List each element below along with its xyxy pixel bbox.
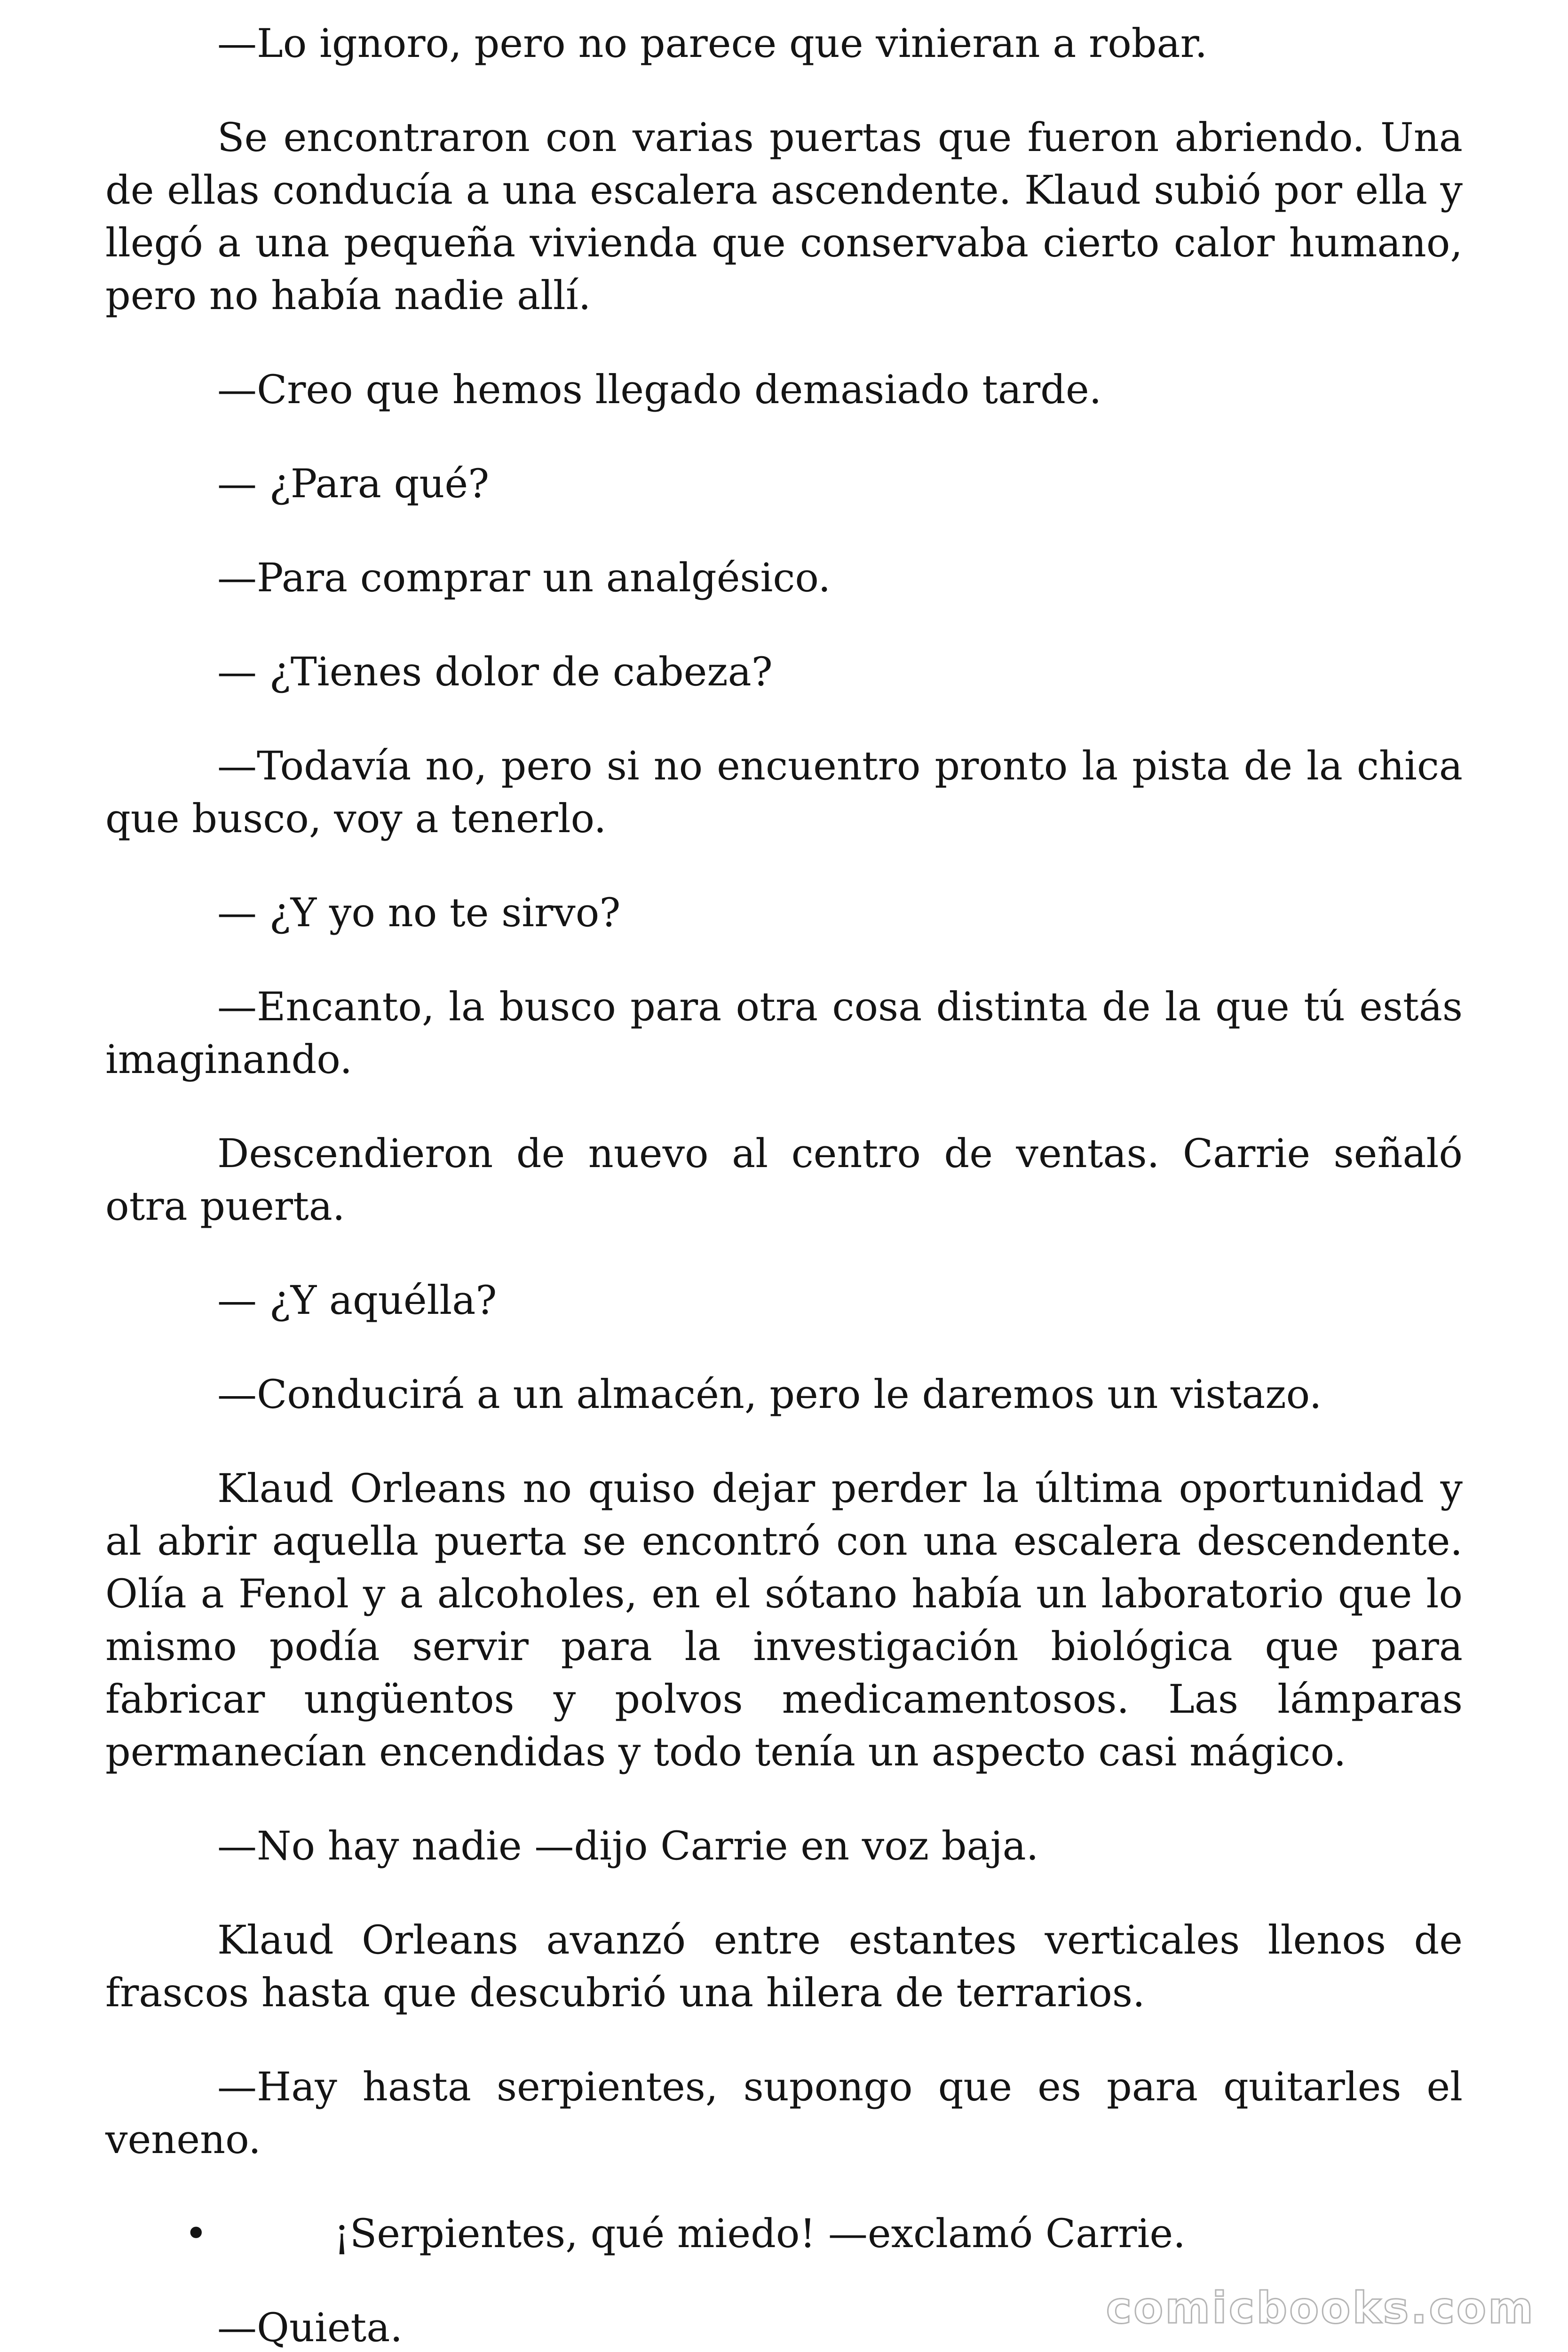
paragraph-4: — ¿Para qué?	[217, 461, 490, 507]
paragraph-8: — ¿Y yo no te sirvo?	[217, 890, 621, 936]
paragraph-6: — ¿Tienes dolor de cabeza?	[217, 649, 773, 695]
paragraph-5: —Para comprar un analgésico.	[217, 555, 831, 601]
paragraph-18: —Quieta.	[217, 2304, 403, 2351]
watermark-logo: comicbooks.com	[1106, 2283, 1535, 2333]
paragraph-17-bulleted	[105, 2207, 1463, 2260]
paragraph-1: —Lo ignoro, pero no parece que vinieran a robar.	[217, 20, 1208, 66]
paragraph-9: —Encanto, la busco para otra cosa distinta de la que tú estás imaginando.	[105, 984, 1463, 1082]
paragraph-14: —No hay nadie —dijo Carrie en voz baja.	[217, 1823, 1039, 1869]
bullet-icon: •	[184, 2210, 208, 2257]
paragraph-11: — ¿Y aquélla?	[217, 1277, 497, 1323]
paragraph-7: —Todavía no, pero si no encuentro pronto la pista de la chica que busco, voy a tenerlo.	[105, 743, 1463, 842]
paragraph-17-text: ¡Serpientes, qué miedo! —exclamó Carrie.	[334, 2210, 1186, 2257]
paragraph-15: Klaud Orleans avanzó entre estantes verticales llenos de frascos hasta que descubrió una hilera de terrarios.	[105, 1917, 1463, 2016]
body-text	[105, 17, 1463, 2352]
paragraph-3: —Creo que hemos llegado demasiado tarde.	[217, 366, 1102, 413]
paragraph-10: Descendieron de nuevo al centro de ventas. Carrie señaló otra puerta.	[105, 1130, 1463, 1229]
paragraph-13: Klaud Orleans no quiso dejar perder la última oportunidad y al abrir aquella puerta se encontró con una escalera descendente. Olía a Fenol y a alcoholes, en el sótano había un laboratorio que lo mismo podía servir para la investigación biológica que para fabricar ungüentos y polvos medicamentosos. Las lámparas permanecían encendidas y todo tenía un aspecto casi mágico.	[105, 1465, 1463, 1775]
paragraph-2: Se encontraron con varias puertas que fueron abriendo. Una de ellas conducía a una escalera ascendente. Klaud subió por ella y llegó a una pequeña vivienda que conservaba cierto calor humano, pero no había nadie allí.	[105, 114, 1463, 318]
paragraph-12: —Conducirá a un almacén, pero le daremos un vistazo.	[217, 1371, 1322, 1417]
paragraph-16: —Hay hasta serpientes, supongo que es para quitarles el veneno.	[105, 2064, 1463, 2162]
